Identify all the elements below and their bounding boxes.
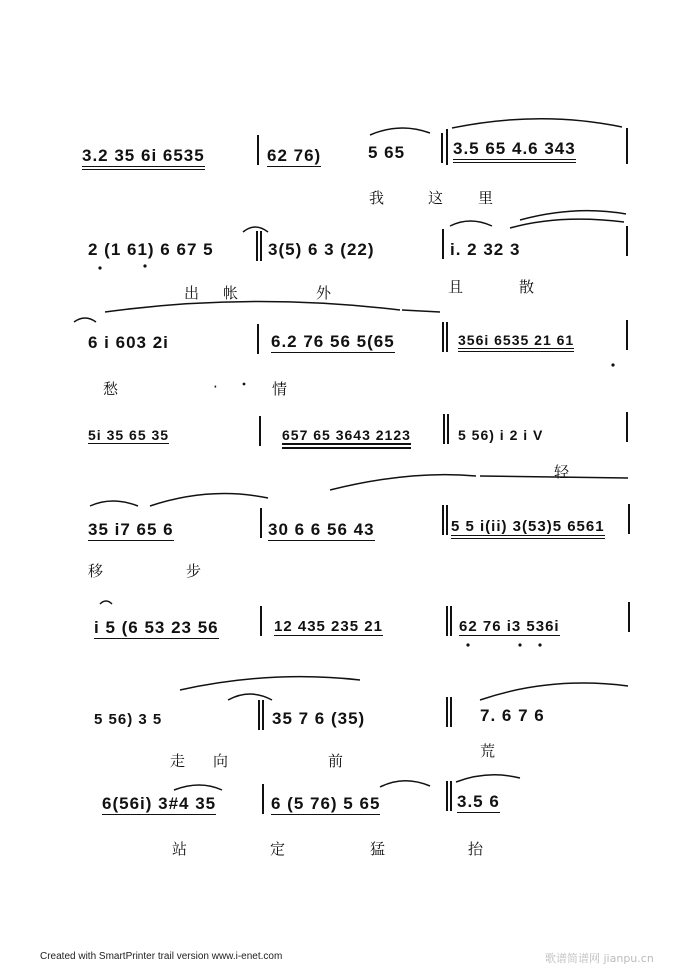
lyric: 我	[369, 189, 387, 207]
measure: 657 65 3643 2123	[282, 427, 411, 449]
measure: 6 i 603 2i	[88, 333, 169, 352]
lyric: 站	[172, 840, 190, 858]
measure: 3.2 35 6i 6535	[82, 146, 205, 170]
lyric: 外	[316, 284, 334, 302]
lyric: 前	[328, 752, 346, 770]
measure: 6.2 76 56 5(65	[271, 332, 395, 351]
lyric: 定	[270, 840, 288, 858]
measure: 5 56) i 2 i V	[458, 427, 544, 443]
lyric: 走	[170, 752, 188, 770]
measure: 62 76)	[267, 146, 322, 165]
lyric: 步	[186, 562, 204, 580]
measure: 3.5 65 4.6 343	[453, 139, 576, 163]
lyric: 猛	[370, 840, 388, 858]
lyric: 这	[428, 189, 446, 207]
measure: 356i 6535 21 61	[458, 332, 574, 352]
measure: 2 (1 61) 6 67 5	[88, 240, 214, 259]
lyric: 散	[519, 278, 537, 296]
measure: 7. 6 7 6	[480, 706, 545, 725]
measure: 3.5 6	[457, 792, 500, 811]
measure: 5i 35 65 35	[88, 427, 170, 443]
watermark: 歌谱简谱网 jianpu.cn	[545, 952, 654, 965]
footer-credit: Created with SmartPrinter trail version www.i-enet.com	[40, 951, 283, 962]
lyric: 情	[272, 380, 290, 398]
measure: 35 7 6 (35)	[272, 709, 366, 728]
lyric: 帐	[223, 284, 241, 302]
measure: i. 2 32 3	[450, 240, 521, 259]
lyric: ·	[213, 378, 220, 396]
lyric: 且	[448, 278, 466, 296]
measure: 3(5) 6 3 (22)	[268, 240, 375, 259]
lyric: 出	[184, 284, 202, 302]
measure: 62 76 i3 536i	[459, 618, 560, 635]
measure: 5 65	[368, 143, 406, 162]
measure: 30 6 6 56 43	[268, 520, 375, 539]
lyric: 轻	[554, 463, 572, 481]
measure: 5 56) 3 5	[94, 711, 163, 728]
measure: i 5 (6 53 23 56	[94, 618, 219, 637]
lyric: 荒	[480, 742, 498, 760]
lyric: 移	[88, 562, 106, 580]
measure: 6 (5 76) 5 65	[271, 794, 381, 813]
measure: 12 435 235 21	[274, 618, 383, 635]
lyric: 向	[213, 752, 231, 770]
measure: 5 5 i(ii) 3(53)5 6561	[451, 518, 605, 539]
lyric: 里	[478, 189, 496, 207]
measure: 6(56i) 3#4 35	[102, 794, 217, 813]
lyric: 愁	[103, 380, 121, 398]
measure: 35 i7 65 6	[88, 520, 174, 539]
lyric: 抬	[468, 840, 486, 858]
